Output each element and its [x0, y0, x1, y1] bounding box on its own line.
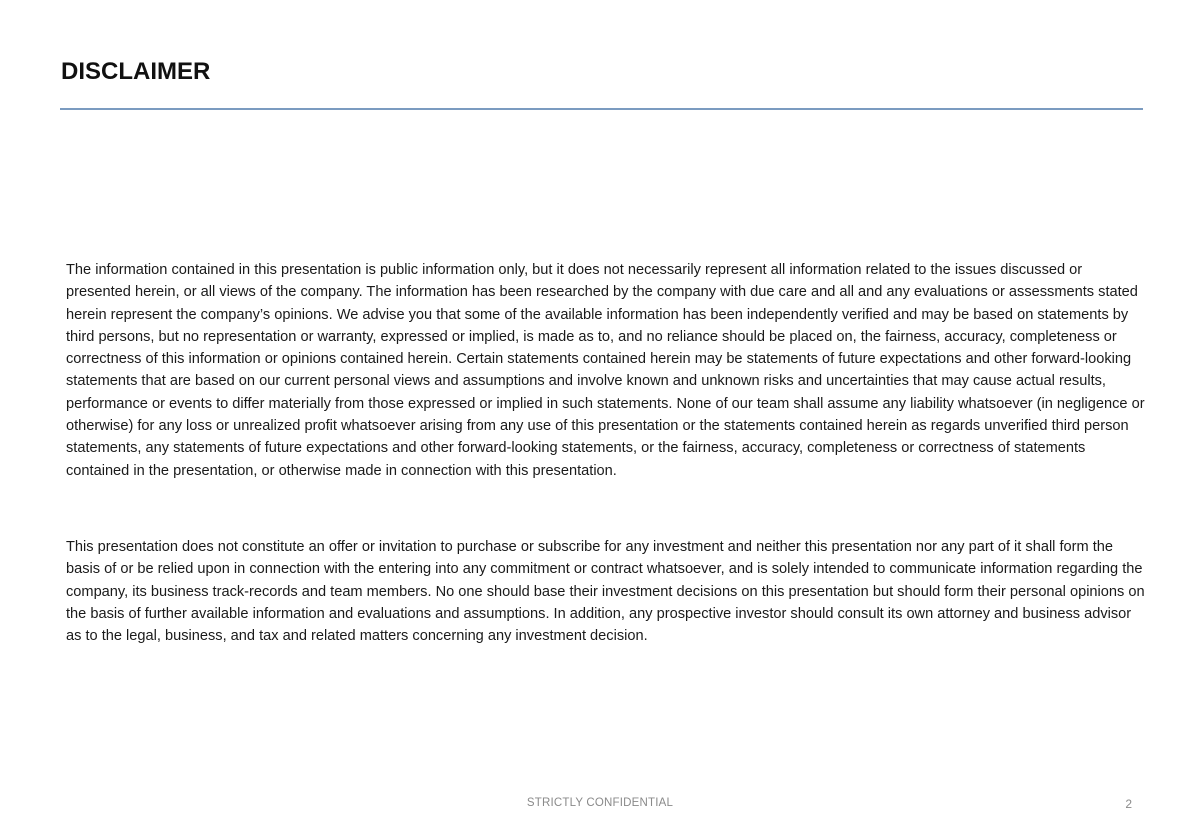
footer-confidentiality-label: STRICTLY CONFIDENTIAL: [526, 797, 674, 809]
page-number: 2: [1125, 797, 1132, 811]
disclaimer-paragraph-2: This presentation does not constitute an offer or invitation to purchase or subscribe for any investment and neither this presentation nor any part of it shall form the basis of or be relied upon in connection with the entering into any commitment or contract whatsoever, and is solely intended to communicate information regarding the company, its business track-records and team members. No one should base their investment decisions on this presentation but should form their personal opinions on the basis of further available information and evaluations and assumptions. In addition, any prospective investor should consult its own attorney and business advisor as to the legal, business, and tax and related matters concerning any investment decision.: [66, 539, 1145, 645]
page-title: DISCLAIMER: [61, 58, 211, 85]
title-divider: [60, 108, 1143, 110]
disclaimer-paragraph-1: The information contained in this presentation is public information only, but it does not necessarily represent all information related to the issues discussed or presented herein, or all views of the company. The information has been researched by the company with due care and all and any evaluations or assessments stated herein represent the company’s opinions. We advise you that some of the available information has been independently verified and may be based on statements by third persons, but no representation or warranty, expressed or implied, is made as to, and no reliance should be placed on, the fairness, accuracy, completeness or correctness of this information or opinions contained herein. Certain statements contained herein may be statements of future expectations and other forward-looking statements that are based on our current personal views and assumptions and involve known and unknown risks and uncertainties that may cause actual results, performance or events to differ materially from those expressed or implied in such statements. None of our team shall assume any liability whatsoever (in negligence or otherwise) for any loss or unrealized profit whatsoever arising from any use of this presentation or the statements contained herein as regards unverified third person statements, any statements of future expectations and other forward-looking statements, or the fairness, accuracy, completeness or correctness of statements contained in the presentation, or otherwise made in connection with this presentation.: [66, 262, 1145, 479]
